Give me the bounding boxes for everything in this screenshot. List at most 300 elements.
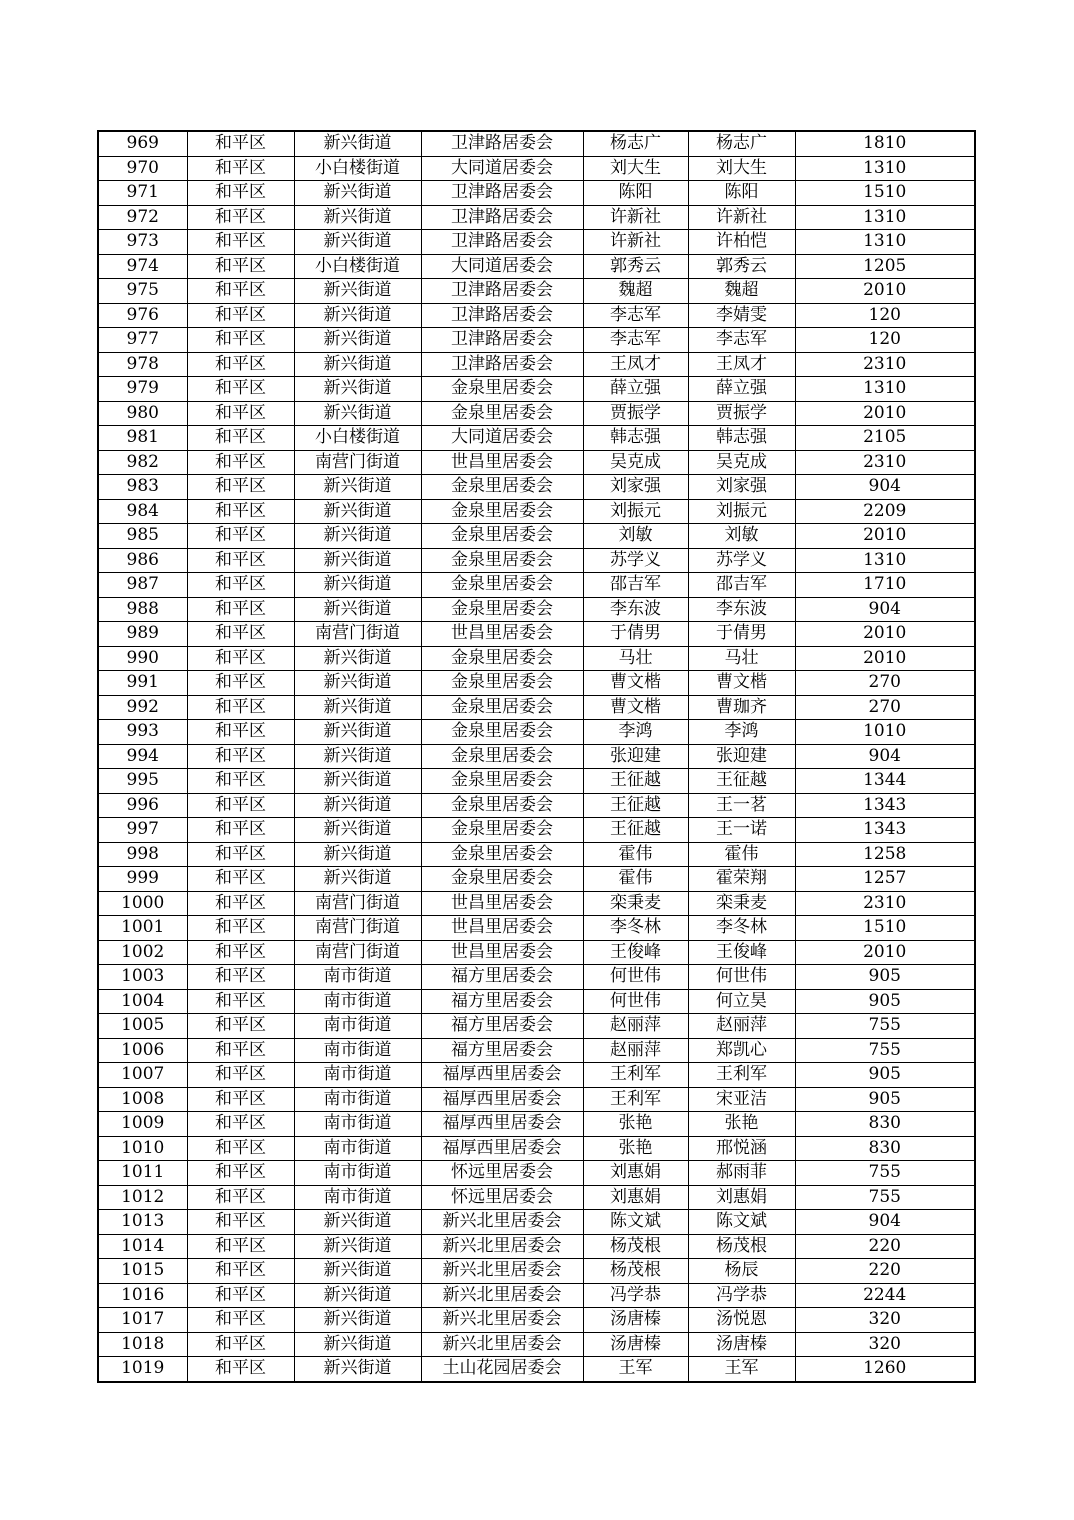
committee-cell: 新兴北里居委会 [421, 1308, 583, 1333]
member-cell: 杨辰 [688, 1259, 795, 1284]
amount-cell: 905 [795, 965, 975, 990]
street-cell: 新兴街道 [294, 1283, 421, 1308]
committee-cell: 卫津路居委会 [421, 131, 583, 156]
row-number-cell: 996 [98, 793, 187, 818]
district-cell: 和平区 [187, 205, 294, 230]
committee-cell: 金泉里居委会 [421, 548, 583, 573]
street-cell: 新兴街道 [294, 181, 421, 206]
member-cell: 韩志强 [688, 426, 795, 451]
district-cell: 和平区 [187, 744, 294, 769]
street-cell: 南市街道 [294, 1063, 421, 1088]
member-cell: 王利军 [688, 1063, 795, 1088]
applicant-cell: 于倩男 [583, 622, 688, 647]
amount-cell: 904 [795, 1210, 975, 1235]
district-cell: 和平区 [187, 1283, 294, 1308]
amount-cell: 1310 [795, 205, 975, 230]
row-number-cell: 1014 [98, 1234, 187, 1259]
street-cell: 新兴街道 [294, 1259, 421, 1284]
table-row [98, 205, 975, 230]
applicant-cell: 霍伟 [583, 842, 688, 867]
district-cell: 和平区 [187, 867, 294, 892]
table-row [98, 744, 975, 769]
row-number-cell: 1005 [98, 1014, 187, 1039]
member-cell: 许新社 [688, 205, 795, 230]
row-number-cell: 1000 [98, 891, 187, 916]
district-cell: 和平区 [187, 1112, 294, 1137]
member-cell: 宋亚洁 [688, 1087, 795, 1112]
committee-cell: 金泉里居委会 [421, 720, 583, 745]
table-row [98, 156, 975, 181]
row-number-cell: 1012 [98, 1185, 187, 1210]
table-row [98, 1259, 975, 1284]
amount-cell: 1810 [795, 131, 975, 156]
member-cell: 王一茗 [688, 793, 795, 818]
district-cell: 和平区 [187, 597, 294, 622]
data-table [97, 130, 976, 1383]
row-number-cell: 984 [98, 499, 187, 524]
row-number-cell: 990 [98, 646, 187, 671]
table-row [98, 426, 975, 451]
street-cell: 小白楼街道 [294, 426, 421, 451]
committee-cell: 卫津路居委会 [421, 230, 583, 255]
applicant-cell: 王利军 [583, 1087, 688, 1112]
applicant-cell: 王俊峰 [583, 940, 688, 965]
district-cell: 和平区 [187, 1136, 294, 1161]
amount-cell: 120 [795, 303, 975, 328]
street-cell: 南营门街道 [294, 450, 421, 475]
applicant-cell: 张迎建 [583, 744, 688, 769]
committee-cell: 世昌里居委会 [421, 622, 583, 647]
member-cell: 李冬林 [688, 916, 795, 941]
applicant-cell: 苏学义 [583, 548, 688, 573]
street-cell: 南市街道 [294, 1185, 421, 1210]
row-number-cell: 1011 [98, 1161, 187, 1186]
applicant-cell: 栾秉麦 [583, 891, 688, 916]
table-row [98, 867, 975, 892]
district-cell: 和平区 [187, 1234, 294, 1259]
amount-cell: 755 [795, 1014, 975, 1039]
street-cell: 南市街道 [294, 1014, 421, 1039]
district-cell: 和平区 [187, 1087, 294, 1112]
committee-cell: 新兴北里居委会 [421, 1283, 583, 1308]
district-cell: 和平区 [187, 450, 294, 475]
amount-cell: 1258 [795, 842, 975, 867]
table-row [98, 842, 975, 867]
member-cell: 李东波 [688, 597, 795, 622]
amount-cell: 2010 [795, 646, 975, 671]
member-cell: 冯学恭 [688, 1283, 795, 1308]
district-cell: 和平区 [187, 769, 294, 794]
row-number-cell: 1006 [98, 1038, 187, 1063]
table-body [98, 131, 975, 1382]
table-row [98, 377, 975, 402]
district-cell: 和平区 [187, 1259, 294, 1284]
row-number-cell: 986 [98, 548, 187, 573]
member-cell: 于倩男 [688, 622, 795, 647]
table-row [98, 230, 975, 255]
committee-cell: 金泉里居委会 [421, 818, 583, 843]
district-cell: 和平区 [187, 720, 294, 745]
committee-cell: 卫津路居委会 [421, 205, 583, 230]
row-number-cell: 971 [98, 181, 187, 206]
street-cell: 新兴街道 [294, 352, 421, 377]
applicant-cell: 杨志广 [583, 131, 688, 156]
row-number-cell: 1007 [98, 1063, 187, 1088]
table-row [98, 1038, 975, 1063]
row-number-cell: 1017 [98, 1308, 187, 1333]
amount-cell: 270 [795, 695, 975, 720]
table-row [98, 181, 975, 206]
row-number-cell: 994 [98, 744, 187, 769]
district-cell: 和平区 [187, 426, 294, 451]
applicant-cell: 王征越 [583, 793, 688, 818]
committee-cell: 金泉里居委会 [421, 671, 583, 696]
table-row [98, 916, 975, 941]
street-cell: 新兴街道 [294, 499, 421, 524]
district-cell: 和平区 [187, 230, 294, 255]
street-cell: 新兴街道 [294, 131, 421, 156]
row-number-cell: 995 [98, 769, 187, 794]
applicant-cell: 霍伟 [583, 867, 688, 892]
amount-cell: 830 [795, 1112, 975, 1137]
applicant-cell: 刘敏 [583, 524, 688, 549]
member-cell: 吴克成 [688, 450, 795, 475]
amount-cell: 1010 [795, 720, 975, 745]
street-cell: 南营门街道 [294, 622, 421, 647]
table-row [98, 720, 975, 745]
row-number-cell: 983 [98, 475, 187, 500]
row-number-cell: 1013 [98, 1210, 187, 1235]
street-cell: 新兴街道 [294, 818, 421, 843]
street-cell: 新兴街道 [294, 205, 421, 230]
applicant-cell: 冯学恭 [583, 1283, 688, 1308]
committee-cell: 金泉里居委会 [421, 646, 583, 671]
amount-cell: 1310 [795, 230, 975, 255]
street-cell: 新兴街道 [294, 548, 421, 573]
committee-cell: 世昌里居委会 [421, 916, 583, 941]
table-row [98, 1185, 975, 1210]
row-number-cell: 999 [98, 867, 187, 892]
applicant-cell: 许新社 [583, 205, 688, 230]
district-cell: 和平区 [187, 1063, 294, 1088]
member-cell: 郭秀云 [688, 254, 795, 279]
member-cell: 马壮 [688, 646, 795, 671]
applicant-cell: 赵丽萍 [583, 1014, 688, 1039]
table-row [98, 401, 975, 426]
committee-cell: 金泉里居委会 [421, 499, 583, 524]
applicant-cell: 郭秀云 [583, 254, 688, 279]
committee-cell: 世昌里居委会 [421, 940, 583, 965]
member-cell: 贾振学 [688, 401, 795, 426]
row-number-cell: 1003 [98, 965, 187, 990]
table-row [98, 989, 975, 1014]
member-cell: 魏超 [688, 279, 795, 304]
street-cell: 南市街道 [294, 989, 421, 1014]
row-number-cell: 989 [98, 622, 187, 647]
row-number-cell: 997 [98, 818, 187, 843]
street-cell: 新兴街道 [294, 1332, 421, 1357]
applicant-cell: 王利军 [583, 1063, 688, 1088]
district-cell: 和平区 [187, 254, 294, 279]
member-cell: 汤悦恩 [688, 1308, 795, 1333]
member-cell: 王俊峰 [688, 940, 795, 965]
table-row [98, 279, 975, 304]
street-cell: 新兴街道 [294, 842, 421, 867]
street-cell: 新兴街道 [294, 646, 421, 671]
amount-cell: 2010 [795, 401, 975, 426]
member-cell: 王一诺 [688, 818, 795, 843]
committee-cell: 卫津路居委会 [421, 279, 583, 304]
district-cell: 和平区 [187, 1332, 294, 1357]
committee-cell: 福厚西里居委会 [421, 1063, 583, 1088]
member-cell: 王征越 [688, 769, 795, 794]
committee-cell: 福方里居委会 [421, 1014, 583, 1039]
applicant-cell: 曹文楷 [583, 695, 688, 720]
district-cell: 和平区 [187, 131, 294, 156]
district-cell: 和平区 [187, 793, 294, 818]
member-cell: 郝雨菲 [688, 1161, 795, 1186]
applicant-cell: 杨茂根 [583, 1259, 688, 1284]
row-number-cell: 1015 [98, 1259, 187, 1284]
table-row [98, 1234, 975, 1259]
amount-cell: 320 [795, 1332, 975, 1357]
applicant-cell: 刘大生 [583, 156, 688, 181]
district-cell: 和平区 [187, 401, 294, 426]
row-number-cell: 973 [98, 230, 187, 255]
applicant-cell: 刘惠娟 [583, 1185, 688, 1210]
table-row [98, 524, 975, 549]
district-cell: 和平区 [187, 181, 294, 206]
table-row [98, 475, 975, 500]
amount-cell: 755 [795, 1038, 975, 1063]
row-number-cell: 969 [98, 131, 187, 156]
row-number-cell: 979 [98, 377, 187, 402]
district-cell: 和平区 [187, 279, 294, 304]
street-cell: 新兴街道 [294, 475, 421, 500]
applicant-cell: 许新社 [583, 230, 688, 255]
street-cell: 新兴街道 [294, 377, 421, 402]
applicant-cell: 魏超 [583, 279, 688, 304]
row-number-cell: 1019 [98, 1357, 187, 1382]
member-cell: 赵丽萍 [688, 1014, 795, 1039]
committee-cell: 新兴北里居委会 [421, 1259, 583, 1284]
member-cell: 李志军 [688, 328, 795, 353]
amount-cell: 1310 [795, 548, 975, 573]
table-row [98, 1112, 975, 1137]
amount-cell: 1343 [795, 818, 975, 843]
committee-cell: 福厚西里居委会 [421, 1112, 583, 1137]
row-number-cell: 974 [98, 254, 187, 279]
row-number-cell: 1016 [98, 1283, 187, 1308]
applicant-cell: 王凤才 [583, 352, 688, 377]
row-number-cell: 1002 [98, 940, 187, 965]
table-row [98, 818, 975, 843]
amount-cell: 120 [795, 328, 975, 353]
row-number-cell: 975 [98, 279, 187, 304]
committee-cell: 福厚西里居委会 [421, 1136, 583, 1161]
member-cell: 陈文斌 [688, 1210, 795, 1235]
amount-cell: 220 [795, 1234, 975, 1259]
amount-cell: 1343 [795, 793, 975, 818]
amount-cell: 2310 [795, 450, 975, 475]
committee-cell: 福方里居委会 [421, 989, 583, 1014]
amount-cell: 1510 [795, 916, 975, 941]
member-cell: 陈阳 [688, 181, 795, 206]
applicant-cell: 王征越 [583, 818, 688, 843]
street-cell: 南营门街道 [294, 916, 421, 941]
member-cell: 何立昊 [688, 989, 795, 1014]
district-cell: 和平区 [187, 1308, 294, 1333]
street-cell: 新兴街道 [294, 769, 421, 794]
row-number-cell: 1001 [98, 916, 187, 941]
committee-cell: 福方里居委会 [421, 1038, 583, 1063]
row-number-cell: 981 [98, 426, 187, 451]
applicant-cell: 邵吉军 [583, 573, 688, 598]
committee-cell: 世昌里居委会 [421, 891, 583, 916]
member-cell: 杨茂根 [688, 1234, 795, 1259]
table-row [98, 328, 975, 353]
street-cell: 新兴街道 [294, 1234, 421, 1259]
district-cell: 和平区 [187, 622, 294, 647]
street-cell: 新兴街道 [294, 1210, 421, 1235]
applicant-cell: 李志军 [583, 303, 688, 328]
street-cell: 新兴街道 [294, 1357, 421, 1382]
table-row [98, 695, 975, 720]
applicant-cell: 马壮 [583, 646, 688, 671]
amount-cell: 905 [795, 1087, 975, 1112]
amount-cell: 755 [795, 1185, 975, 1210]
row-number-cell: 1008 [98, 1087, 187, 1112]
amount-cell: 2010 [795, 940, 975, 965]
committee-cell: 卫津路居委会 [421, 303, 583, 328]
committee-cell: 新兴北里居委会 [421, 1210, 583, 1235]
committee-cell: 大同道居委会 [421, 156, 583, 181]
applicant-cell: 何世伟 [583, 989, 688, 1014]
district-cell: 和平区 [187, 989, 294, 1014]
table-row [98, 769, 975, 794]
district-cell: 和平区 [187, 1185, 294, 1210]
committee-cell: 金泉里居委会 [421, 793, 583, 818]
applicant-cell: 曹文楷 [583, 671, 688, 696]
district-cell: 和平区 [187, 303, 294, 328]
committee-cell: 新兴北里居委会 [421, 1332, 583, 1357]
member-cell: 王军 [688, 1357, 795, 1382]
table-row [98, 1014, 975, 1039]
member-cell: 何世伟 [688, 965, 795, 990]
row-number-cell: 982 [98, 450, 187, 475]
street-cell: 南市街道 [294, 1087, 421, 1112]
district-cell: 和平区 [187, 1014, 294, 1039]
member-cell: 苏学义 [688, 548, 795, 573]
applicant-cell: 李鸿 [583, 720, 688, 745]
amount-cell: 2010 [795, 279, 975, 304]
row-number-cell: 1009 [98, 1112, 187, 1137]
applicant-cell: 刘家强 [583, 475, 688, 500]
applicant-cell: 陈文斌 [583, 1210, 688, 1235]
committee-cell: 世昌里居委会 [421, 450, 583, 475]
table-row [98, 646, 975, 671]
committee-cell: 金泉里居委会 [421, 401, 583, 426]
member-cell: 汤唐榛 [688, 1332, 795, 1357]
street-cell: 小白楼街道 [294, 254, 421, 279]
street-cell: 新兴街道 [294, 597, 421, 622]
row-number-cell: 980 [98, 401, 187, 426]
street-cell: 新兴街道 [294, 720, 421, 745]
member-cell: 张艳 [688, 1112, 795, 1137]
amount-cell: 904 [795, 597, 975, 622]
table-row [98, 940, 975, 965]
applicant-cell: 张艳 [583, 1112, 688, 1137]
applicant-cell: 李冬林 [583, 916, 688, 941]
district-cell: 和平区 [187, 475, 294, 500]
table-row [98, 352, 975, 377]
applicant-cell: 贾振学 [583, 401, 688, 426]
table-row [98, 1308, 975, 1333]
member-cell: 薛立强 [688, 377, 795, 402]
district-cell: 和平区 [187, 1357, 294, 1382]
member-cell: 霍伟 [688, 842, 795, 867]
amount-cell: 1260 [795, 1357, 975, 1382]
amount-cell: 2244 [795, 1283, 975, 1308]
committee-cell: 金泉里居委会 [421, 867, 583, 892]
committee-cell: 金泉里居委会 [421, 475, 583, 500]
amount-cell: 1310 [795, 156, 975, 181]
district-cell: 和平区 [187, 1038, 294, 1063]
committee-cell: 金泉里居委会 [421, 524, 583, 549]
member-cell: 刘家强 [688, 475, 795, 500]
amount-cell: 905 [795, 989, 975, 1014]
street-cell: 南营门街道 [294, 891, 421, 916]
district-cell: 和平区 [187, 940, 294, 965]
amount-cell: 1710 [795, 573, 975, 598]
amount-cell: 2010 [795, 524, 975, 549]
applicant-cell: 汤唐榛 [583, 1332, 688, 1357]
district-cell: 和平区 [187, 1210, 294, 1235]
district-cell: 和平区 [187, 499, 294, 524]
amount-cell: 220 [795, 1259, 975, 1284]
applicant-cell: 刘惠娟 [583, 1161, 688, 1186]
table-row [98, 1332, 975, 1357]
table-row [98, 1087, 975, 1112]
table-row [98, 450, 975, 475]
district-cell: 和平区 [187, 328, 294, 353]
amount-cell: 904 [795, 475, 975, 500]
district-cell: 和平区 [187, 548, 294, 573]
table-row [98, 573, 975, 598]
district-cell: 和平区 [187, 842, 294, 867]
row-number-cell: 985 [98, 524, 187, 549]
district-cell: 和平区 [187, 377, 294, 402]
row-number-cell: 1010 [98, 1136, 187, 1161]
table-row [98, 622, 975, 647]
table-row [98, 1357, 975, 1382]
district-cell: 和平区 [187, 916, 294, 941]
member-cell: 邢悦涵 [688, 1136, 795, 1161]
table-row [98, 965, 975, 990]
row-number-cell: 992 [98, 695, 187, 720]
row-number-cell: 991 [98, 671, 187, 696]
row-number-cell: 1004 [98, 989, 187, 1014]
street-cell: 新兴街道 [294, 573, 421, 598]
member-cell: 郑凯心 [688, 1038, 795, 1063]
district-cell: 和平区 [187, 695, 294, 720]
member-cell: 栾秉麦 [688, 891, 795, 916]
street-cell: 新兴街道 [294, 867, 421, 892]
table-row [98, 254, 975, 279]
committee-cell: 土山花园居委会 [421, 1357, 583, 1382]
applicant-cell: 李东波 [583, 597, 688, 622]
district-cell: 和平区 [187, 1161, 294, 1186]
